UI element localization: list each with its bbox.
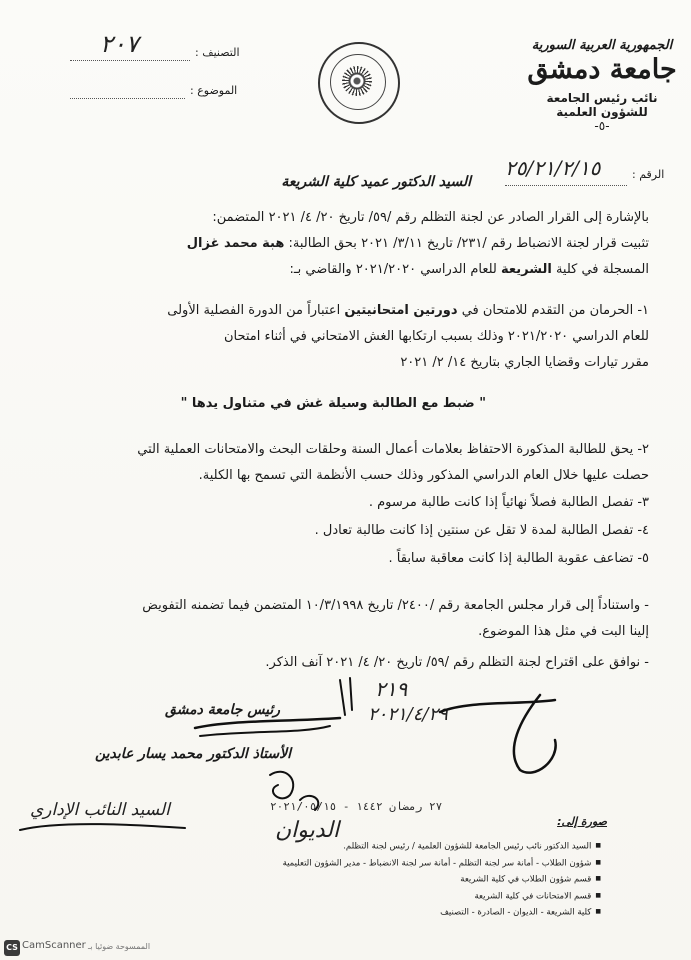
stamp-handwritten: الديوان [275,818,340,843]
intro-line-2-text: تثبيت قرار لجنة الانضباط رقم /٢٣١/ تاريخ ٣/١١/ ٢٠٢١ بحق الطالبة: [288,236,649,251]
authority-line-1: - واستناداً إلى قرار مجلس الجامعة رقم /٢٤٠٠/ تاريخ ١٠/٣/١٩٩٨ المتضمن فيما تضمنه التفويض [142,598,649,613]
handwritten-note: السيد النائب الإداري [30,800,170,820]
item-1-line-2: للعام الدراسي ٢٠٢١/٢٠٢٠ وذلك بسبب ارتكابها الغش الامتحاني في أثناء امتحان [223,329,649,344]
student-name: هبة محمد غزال [186,236,285,251]
university-name: جامعة دمشق [527,54,677,85]
item-3: ٣- تفصل الطالبة فصلاً نهائياً إذا كانت طالبة مرسوم . [368,495,649,510]
item-4: ٤- تفصل الطالبة لمدة لا تقل عن سنتين إذا كانت طالبة تعادل . [314,523,649,538]
handwritten-date: ٢٠٢١/٤/٢٩ [368,704,448,725]
signatory-name: الأستاذ الدكتور محمد يسار عابدين [95,746,292,762]
item-1-a: ١- الحرمان من التقدم للامتحان في [461,303,649,318]
signature-stroke-3 [440,695,556,773]
inbound-stamp: ٢٧ رمضان ١٤٤٢ - ٢٠٢١/٠٥/١٥ [270,800,443,813]
item-2-line-1: ٢- يحق للطالبة المذكورة الاحتفاظ بعلامات أعمال السنة وحلقات البحث والامتحانات العملية التي [137,442,649,457]
cc-item-3: ■ قسم شؤون الطلاب في كلية الشريعة [385,871,601,888]
signature-stroke-1 [195,718,340,728]
subject-label: الموضوع : [190,84,238,97]
intro-line-1: بالإشارة إلى القرار الصادر عن لجنة التظلم رقم /٥٩/ تاريخ ٢٠/ ٤/ ٢٠٢١ المتضمن: [212,210,649,225]
subject-line [70,96,185,99]
cc-item-2: ■ شؤون الطلاب - أمانة سر لجنة التظلم - أمانة سر لجنة الانضباط - مدير الشؤون التعليمية [385,855,601,872]
scanned-by-text: الممسوحة ضوئيا بـ [88,942,151,951]
vp-title-line1: نائب رئيس الجامعة [546,91,658,105]
handwritten-number: ٢١٩ [375,677,408,701]
approval-line: - نوافق على اقتراح لجنة التظلم رقم /٥٩/ تاريخ ٢٠/ ٤/ ٢٠٢١ آنف الذكر. [265,655,649,670]
signature-stroke-4 [340,678,352,715]
camscanner-brand: CamScanner [22,940,86,951]
republic-name: الجمهورية العربية السورية [531,38,673,53]
item-1-line-3: مقرر تيارات وقضايا الجاري بتاريخ ١٤/ ٢/ ٢٠٢١ [400,355,649,370]
vp-title-line2: للشؤون العلمية [556,105,648,119]
cc-item-5: ■ كلية الشريعة - الديوان - الصادرة - التصنيف [385,904,601,921]
item-1-b: دورتين امتحانيتين [344,303,458,318]
faculty-name: الشريعة [501,262,552,277]
university-seal-icon [318,42,400,124]
item-1-c: اعتباراً من الدورة الفصلية الأولى [167,303,341,318]
classification-line [70,58,190,61]
camscanner-logo-icon: CS [4,940,20,956]
cc-item-1: ■ السيد الدكتور نائب رئيس الجامعة للشؤون العلمية / رئيس لجنة التظلم. [385,838,601,855]
classification-label: التصنيف : [195,46,240,59]
classification-value: ٢٠٧ [100,30,139,58]
letterhead [527,38,677,133]
cc-item-4: ■ قسم الامتحانات في كلية الشريعة [385,888,601,905]
ref-value: ٢٥/٢١/٢/١٥ [505,156,601,180]
intro-line-3-c: للعام الدراسي ٢٠٢١/٢٠٢٠ والقاضي بـ: [289,262,497,277]
item-5: ٥- تضاعف عقوبة الطالبة إذا كانت معاقبة سابقاً . [388,551,649,566]
salutation: السيد الدكتور عميد كلية الشريعة [281,174,471,190]
ref-label: الرقم : [632,168,665,181]
underline-stroke [20,824,185,830]
cc-title: صورة إلى: [557,815,607,828]
intro-line-3 [49,257,649,283]
item-1-line-1 [49,298,649,324]
intro-line-3-a: المسجلة في كلية [555,262,649,277]
ref-line [505,183,627,186]
vp-dash: -٥- [594,119,610,133]
seal-emblem [342,66,372,96]
violation-quote: " ضبط مع الطالبة وسيلة غش في متناول يدها " [180,396,486,411]
item-2-line-2: حصلت عليها خلال العام الدراسي المذكور وذلك حسب الأنظمة التي تسمح بها الكلية. [198,468,649,483]
signatory-title: رئيس جامعة دمشق [165,702,281,718]
cc-list [282,815,607,935]
authority-line-2: إلينا البت في مثل هذا الموضوع. [478,624,649,639]
signature-stroke-2 [200,726,330,736]
intro-line-2 [49,231,649,257]
